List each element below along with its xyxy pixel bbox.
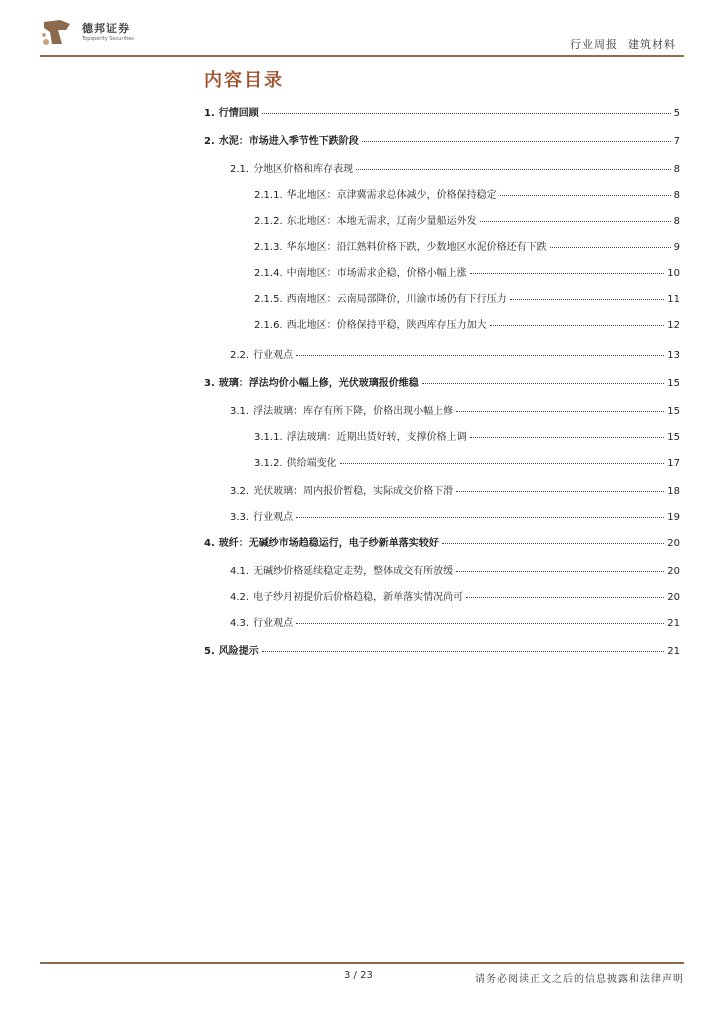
toc-item-number: 4. <box>204 538 215 549</box>
toc-item[interactable] <box>230 402 680 418</box>
toc-item-number: 2. <box>204 136 215 147</box>
toc-item-page: 17 <box>667 458 680 469</box>
toc-item-page: 11 <box>667 294 680 305</box>
toc-leader-dots <box>470 273 665 274</box>
toc-item-text: 中南地区：市场需求企稳，价格小幅上涨 <box>286 268 467 279</box>
toc-item[interactable] <box>254 454 680 470</box>
toc-item-text: 华东地区：沿江熟料价格下跌，少数地区水泥价格还有下跌 <box>286 242 547 253</box>
toc-item[interactable] <box>254 428 680 444</box>
toc-item-page: 9 <box>673 242 680 253</box>
toc-item-text: 行业观点 <box>253 512 294 523</box>
toc-leader-dots <box>550 247 671 248</box>
toc-item-page: 20 <box>667 566 680 577</box>
toc-leader-dots <box>296 517 664 518</box>
toc-leader-dots <box>296 623 664 624</box>
company-logo <box>40 14 180 50</box>
toc-item-page: 8 <box>673 216 680 227</box>
toc-leader-dots <box>442 543 665 544</box>
toc-item-page: 8 <box>673 190 680 201</box>
toc-item-page: 18 <box>667 486 680 497</box>
toc-item[interactable] <box>204 534 680 550</box>
toc-item[interactable] <box>230 614 680 630</box>
toc-item-page: 13 <box>667 350 680 361</box>
header-divider <box>40 55 684 57</box>
toc-leader-dots <box>340 463 665 464</box>
toc-item[interactable] <box>254 316 680 332</box>
toc-item-text: 无碱纱价格延续稳定走势，整体成交有所放缓 <box>253 566 454 577</box>
toc-item-text: 东北地区：本地无需求，辽南少量船运外发 <box>286 216 477 227</box>
toc-item[interactable] <box>230 562 680 578</box>
toc-item-number: 3.1.1. <box>254 432 283 443</box>
toc-item[interactable] <box>204 132 680 148</box>
toc-item-number: 4.1. <box>230 566 250 577</box>
footer-divider <box>40 962 684 964</box>
toc-leader-dots <box>422 383 665 384</box>
toc-item-number: 3.1.2. <box>254 458 283 469</box>
toc-item[interactable] <box>230 160 680 176</box>
toc-item[interactable] <box>230 588 680 604</box>
toc-item-number: 3.1. <box>230 406 250 417</box>
toc-item-number: 4.2. <box>230 592 250 603</box>
toc-item-page: 20 <box>667 538 680 549</box>
toc-item[interactable] <box>254 264 680 280</box>
toc-item[interactable] <box>204 104 680 120</box>
toc-item-number: 4.3. <box>230 618 250 629</box>
toc-leader-dots <box>356 169 671 170</box>
toc-leader-dots <box>490 325 665 326</box>
toc-item-number: 2.1.5. <box>254 294 283 305</box>
toc-item-number: 3.3. <box>230 512 250 523</box>
toc-leader-dots <box>456 411 664 412</box>
toc-item-page: 15 <box>667 406 680 417</box>
toc-leader-dots <box>510 299 665 300</box>
toc-item-number: 2.1.1. <box>254 190 283 201</box>
sector-label: 建筑材料 <box>628 38 676 51</box>
toc-item-number: 2.1.4. <box>254 268 283 279</box>
toc-item-page: 15 <box>667 432 680 443</box>
toc-item-page: 5 <box>673 108 680 119</box>
toc-leader-dots <box>362 141 671 142</box>
toc-item-page: 19 <box>667 512 680 523</box>
toc-item[interactable] <box>230 482 680 498</box>
toc-item-text: 行业观点 <box>253 618 294 629</box>
page-header <box>40 14 684 56</box>
toc-item-number: 5. <box>204 646 215 657</box>
toc-item-page: 21 <box>667 618 680 629</box>
toc-leader-dots <box>456 491 664 492</box>
toc-item[interactable] <box>230 346 680 362</box>
toc-item[interactable] <box>254 290 680 306</box>
toc-item-text: 玻纤：无碱纱市场趋稳运行，电子纱新单落实较好 <box>218 538 439 549</box>
toc-leader-dots <box>470 437 665 438</box>
toc-item-text: 西北地区：价格保持平稳，陕西库存压力加大 <box>286 320 487 331</box>
toc-leader-dots <box>466 597 664 598</box>
toc-item-page: 8 <box>673 164 680 175</box>
toc-leader-dots <box>262 651 665 652</box>
toc-item-page: 15 <box>667 378 680 389</box>
header-category <box>570 36 676 52</box>
toc-item-text: 水泥：市场进入季节性下跌阶段 <box>218 136 359 147</box>
toc-item-text: 玻璃：浮法均价小幅上修，光伏玻璃报价维稳 <box>218 378 419 389</box>
toc-item-text: 供给端变化 <box>286 458 337 469</box>
toc-item-number: 2.1.6. <box>254 320 283 331</box>
toc-leader-dots <box>480 221 671 222</box>
toc-item[interactable] <box>254 238 680 254</box>
toc-item[interactable] <box>254 186 680 202</box>
toc-item-text: 浮法玻璃：库存有所下降，价格出现小幅上修 <box>253 406 454 417</box>
toc-item-number: 3. <box>204 378 215 389</box>
toc-leader-dots <box>262 113 671 114</box>
toc-item-number: 2.2. <box>230 350 250 361</box>
toc-leader-dots <box>456 571 664 572</box>
logo-english-name: Topsperity Securities <box>82 36 134 42</box>
toc-item[interactable] <box>230 508 680 524</box>
toc-item-number: 3.2. <box>230 486 250 497</box>
toc-item-text: 华北地区：京津冀需求总体减少，价格保持稳定 <box>286 190 497 201</box>
toc-item[interactable] <box>254 212 680 228</box>
toc-item-number: 1. <box>204 108 215 119</box>
toc-item-number: 2.1. <box>230 164 250 175</box>
logo-chinese-name: 德邦证券 <box>82 22 130 35</box>
toc-item-text: 行业观点 <box>253 350 294 361</box>
toc-item-number: 2.1.2. <box>254 216 283 227</box>
toc-item-text: 光伏玻璃：周内报价暂稳，实际成交价格下滑 <box>253 486 454 497</box>
toc-item-page: 21 <box>667 646 680 657</box>
legal-disclaimer: 请务必阅读正文之后的信息披露和法律声明 <box>475 974 684 985</box>
toc-item-text: 西南地区：云南局部降价，川渝市场仍有下行压力 <box>286 294 507 305</box>
toc-leader-dots <box>500 195 671 196</box>
toc-title: 内容目录 <box>204 70 284 91</box>
logo-icon <box>40 16 76 48</box>
toc-item-text: 风险提示 <box>218 646 259 657</box>
toc-item-number: 2.1.3. <box>254 242 283 253</box>
toc-item-page: 10 <box>667 268 680 279</box>
toc-item-text: 分地区价格和库存表现 <box>253 164 354 175</box>
toc-item-text: 电子纱月初提价后价格趋稳，新单落实情况尚可 <box>253 592 464 603</box>
toc-item[interactable] <box>204 642 680 658</box>
report-type-label: 行业周报 <box>570 38 618 51</box>
toc-item-text: 浮法玻璃：近期出货好转，支撑价格上调 <box>286 432 467 443</box>
toc-item-text: 行情回顾 <box>218 108 259 119</box>
toc-item-page: 12 <box>667 320 680 331</box>
toc-leader-dots <box>296 355 664 356</box>
toc-item[interactable] <box>204 374 680 390</box>
page-indicator: 3 / 23 <box>344 970 373 981</box>
toc-item-page: 7 <box>673 136 680 147</box>
toc-item-page: 20 <box>667 592 680 603</box>
